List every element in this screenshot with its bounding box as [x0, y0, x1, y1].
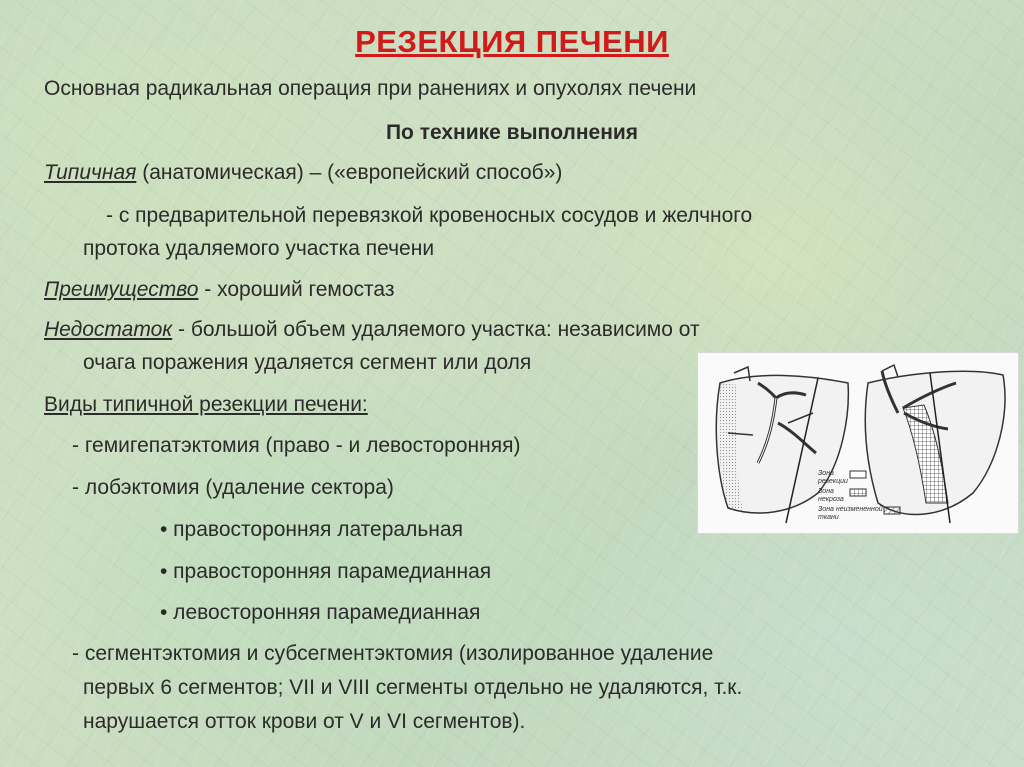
liver-illustration: [698, 353, 1018, 533]
svg-text:ткани: ткани: [818, 514, 839, 521]
subtype-item: • правосторонняя латеральная: [160, 518, 463, 541]
subtype-item: • левосторонняя парамедианная: [160, 601, 481, 624]
legend-label-necrosis: Зона: [818, 488, 834, 495]
liver-right-drawing: [865, 365, 1005, 523]
typical-rest: (анатомическая) – («европейский способ»): [136, 161, 563, 184]
advantage-line: [44, 277, 394, 303]
slide-title: РЕЗЕКЦИЯ ПЕЧЕНИ: [355, 24, 669, 59]
disadvantage-line: [44, 317, 700, 343]
legend-label-resection: Зона: [818, 470, 834, 477]
subheading: По технике выполнения: [385, 121, 639, 144]
advantage-rest: - хороший гемостаз: [198, 278, 395, 301]
disadvantage-cont: очага поражения удаляется сегмент или доля: [83, 351, 532, 374]
advantage-term: Преимущество: [44, 278, 199, 301]
liver-resection-diagram: [697, 352, 1019, 534]
disadvantage-rest: - большой объем удаляемого участка: независимо от: [172, 318, 700, 341]
segment-line-3: нарушается отток крови от V и VI сегментов).: [83, 710, 526, 733]
disadvantage-term: Недостаток: [44, 318, 173, 341]
typical-term: Типичная: [44, 161, 137, 184]
type-item-lobectomy: - лобэктомия (удаление сектора): [72, 476, 394, 499]
type-item-hemihepatectomy: - гемигепатэктомия (право - и левосторонняя): [72, 434, 521, 457]
typical-desc-2: протока удаляемого участка печени: [83, 237, 435, 260]
svg-text:некроза: некроза: [818, 496, 844, 503]
typical-line: [44, 160, 562, 186]
subtype-item: • правосторонняя парамедианная: [160, 560, 492, 583]
segment-line-2: первых 6 сегментов; VII и VIII сегменты отдельно не удаляются, т.к.: [83, 676, 743, 699]
segment-line-1: - сегментэктомия и субсегментэктомия (изолированное удаление: [72, 642, 714, 665]
typical-desc-1: - с предварительной перевязкой кровеносных сосудов и желчного: [106, 204, 753, 227]
legend-label-intact: Зона неизмененной: [818, 506, 883, 513]
svg-text:резекции: резекции: [818, 478, 848, 485]
intro-text: Основная радикальная операция при ранениях и опухолях печени: [44, 77, 697, 100]
types-heading: Виды типичной резекции печени:: [44, 393, 368, 416]
